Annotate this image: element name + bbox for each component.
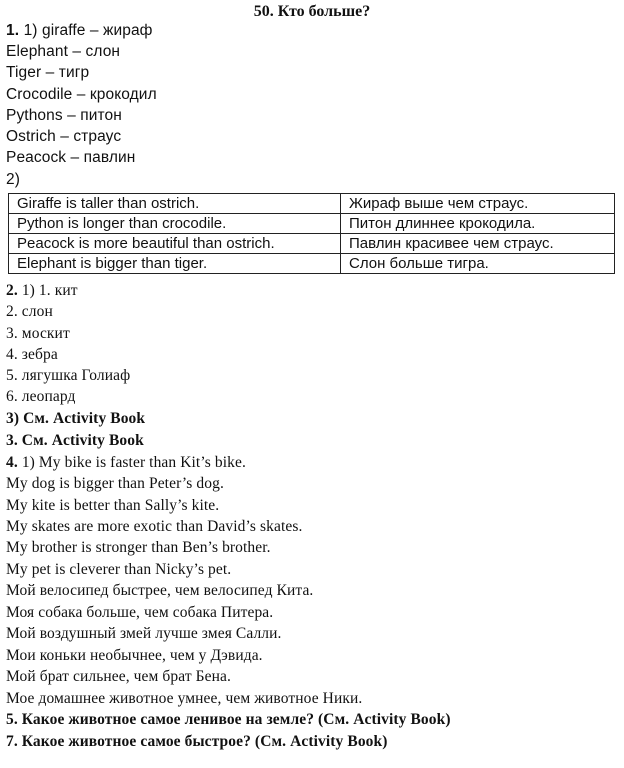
russian-sentence: Моя собака больше, чем собака Питера. <box>6 604 274 621</box>
english-sentence: My kite is better than Sally’s kite. <box>6 497 220 514</box>
activity-book-line: 3. См. Activity Book <box>6 432 144 449</box>
animal-item: 4. зебра <box>6 346 58 363</box>
animal-item: 2. слон <box>6 303 53 320</box>
vocab-item: Elephant – слон <box>6 43 121 60</box>
page-title: 50. Кто больше? <box>253 3 371 20</box>
russian-cell: Павлин красивее чем страус. <box>341 234 615 254</box>
vocab-item: Crocodile – крокодил <box>6 86 157 103</box>
vocab-item: Pythons – питон <box>6 107 122 124</box>
section4-number: 4. <box>6 454 18 471</box>
section1-sub-label: 1) <box>23 22 38 39</box>
activity-book-line: 3) См. Activity Book <box>6 410 146 427</box>
russian-sentence: Мой велосипед быстрее, чем велосипед Кита. <box>6 582 314 599</box>
table-row <box>9 234 615 254</box>
table-row <box>9 254 615 274</box>
english-sentence: My brother is stronger than Ben’s brother. <box>6 539 271 556</box>
english-sentence: 1) My bike is faster than Kit’s bike. <box>21 454 246 471</box>
translation-table <box>8 193 615 274</box>
section2-number: 2. <box>6 282 18 299</box>
animal-item: 1) 1. кит <box>21 282 78 299</box>
part2-label: 2) <box>6 171 20 188</box>
russian-cell: Слон больше тигра. <box>341 254 615 274</box>
vocab-item: giraffe – жираф <box>41 22 153 39</box>
russian-sentence: Мой воздушный змей лучше змея Салли. <box>6 625 282 642</box>
section4-first-line <box>6 453 620 473</box>
vocab-item: Tiger – тигр <box>6 64 90 81</box>
russian-cell: Питон длиннее крокодила. <box>341 214 615 234</box>
section1-first-line <box>6 21 620 41</box>
animal-item: 3. москит <box>6 325 70 342</box>
russian-sentence: Мой брат сильнее, чем брат Бена. <box>6 668 232 685</box>
vocab-item: Ostrich – страус <box>6 128 122 145</box>
english-cell: Giraffe is taller than ostrich. <box>9 194 341 214</box>
table-row <box>9 194 615 214</box>
question-line: 7. Какое животное самое быстрое? (См. Activity Book) <box>6 733 388 750</box>
animal-item: 6. леопард <box>6 388 76 405</box>
english-sentence: My skates are more exotic than David’s skates. <box>6 518 303 535</box>
russian-sentence: Мое домашнее животное умнее, чем животное Ники. <box>6 690 363 707</box>
vocab-item: Peacock – павлин <box>6 149 136 166</box>
russian-cell: Жираф выше чем страус. <box>341 194 615 214</box>
section2-first-line <box>6 281 620 301</box>
english-cell: Elephant is bigger than tiger. <box>9 254 341 274</box>
section1-number: 1. <box>6 22 20 39</box>
english-cell: Python is longer than crocodile. <box>9 214 341 234</box>
question-line: 5. Какое животное самое ленивое на земле? (См. Activity Book) <box>6 711 451 728</box>
english-sentence: My pet is cleverer than Nicky’s pet. <box>6 561 232 578</box>
english-sentence: My dog is bigger than Peter’s dog. <box>6 475 224 492</box>
russian-sentence: Мои коньки необычнее, чем у Дэвида. <box>6 647 263 664</box>
table-row <box>9 214 615 234</box>
animal-item: 5. лягушка Голиаф <box>6 367 131 384</box>
english-cell: Peacock is more beautiful than ostrich. <box>9 234 341 254</box>
